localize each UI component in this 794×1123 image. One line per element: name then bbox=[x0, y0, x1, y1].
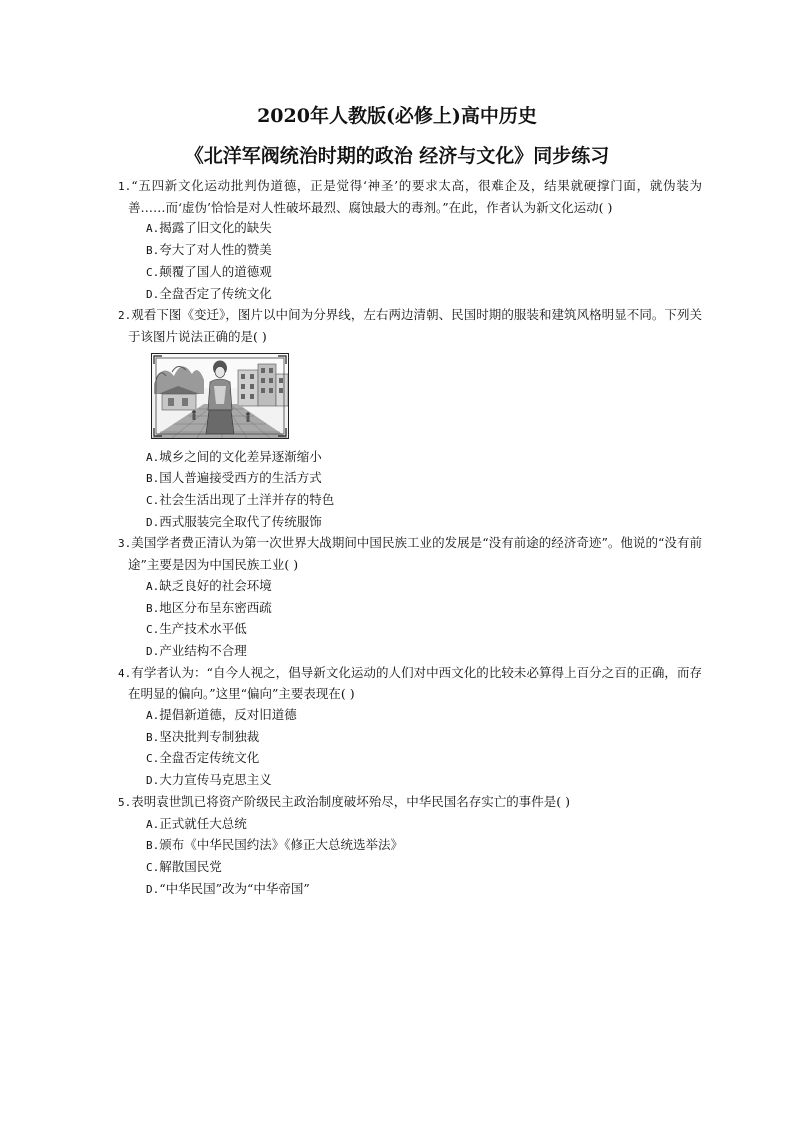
question-2 bbox=[118, 305, 702, 533]
option-b: B.坚决批判专制独裁 bbox=[146, 728, 260, 744]
question-4 bbox=[118, 663, 702, 792]
question-number: 4. bbox=[118, 666, 132, 680]
option-d: D.西式服装完全取代了传统服饰 bbox=[146, 513, 322, 529]
option-a: A.正式就任大总统 bbox=[146, 815, 247, 831]
option-a: A.缺乏良好的社会环境 bbox=[146, 577, 272, 593]
option-d: D.全盘否定了传统文化 bbox=[146, 285, 272, 301]
option-c: C.全盘否定传统文化 bbox=[146, 750, 260, 766]
option-d: D.“中华民国”改为“中华帝国” bbox=[146, 880, 310, 896]
document-title: 2020年人教版(必修上)高中历史 bbox=[257, 105, 537, 127]
option-c: C.社会生活出现了土洋并存的特色 bbox=[146, 492, 335, 508]
option-c: C.解散国民党 bbox=[146, 858, 222, 874]
question-1 bbox=[118, 176, 702, 305]
question-number: 1. bbox=[118, 180, 132, 193]
option-a: A.提倡新道德，反对旧道德 bbox=[146, 707, 297, 723]
question-number: 5. bbox=[118, 795, 132, 809]
question-stem: 表明袁世凯已将资产阶级民主政治制度破坏殆尽，中华民国名存实亡的事件是( ) bbox=[131, 793, 570, 809]
document-subtitle: 《北洋军阀统治时期的政治 经济与文化》同步练习 bbox=[184, 145, 610, 167]
question-number: 3. bbox=[118, 537, 132, 551]
option-a: A.揭露了旧文化的缺失 bbox=[146, 220, 272, 236]
illustration-bianqian bbox=[151, 353, 289, 439]
option-b: B.地区分布呈东密西疏 bbox=[146, 599, 272, 615]
option-c: C.生产技术水平低 bbox=[146, 621, 247, 637]
option-c: C.颠覆了国人的道德观 bbox=[146, 263, 272, 279]
option-a: A.城乡之间的文化差异逐渐缩小 bbox=[146, 448, 322, 464]
question-stem: 观看下图《变迁》，图片以中间为分界线，左右两边清朝、民国时期的服装和建筑风格明显不同。下列关于该图片说法正确的是( ) bbox=[128, 307, 702, 344]
question-stem: 有学者认为：“自今人视之，倡导新文化运动的人们对中西文化的比较未必算得上百分之百的正确，而存在明显的偏向。”这里“偏向”主要表现在( ) bbox=[128, 664, 702, 702]
question-number: 2. bbox=[118, 309, 132, 323]
option-b: B.夸大了对人性的赞美 bbox=[146, 242, 272, 258]
option-d: D.产业结构不合理 bbox=[146, 642, 247, 658]
question-5 bbox=[118, 792, 702, 901]
question-list bbox=[118, 176, 702, 900]
illustration-drawing bbox=[152, 354, 288, 438]
option-b: B.国人普遍接受西方的生活方式 bbox=[146, 470, 322, 486]
option-d: D.大力宣传马克思主义 bbox=[146, 772, 272, 788]
question-3 bbox=[118, 533, 702, 662]
question-stem: “五四新文化运动批判伪道德，正是觉得‘神圣’的要求太高，很难企及，结果就硬撑门面，就伪装为善……而‘虚伪’恰恰是对人性破坏最烈、腐蚀最大的毒剂。”在此，作者认为新文化运动( ) bbox=[128, 178, 702, 215]
option-b: B.颁布《中华民国约法》《修正大总统选举法》 bbox=[146, 837, 404, 853]
question-stem: 美国学者费正清认为第一次世界大战期间中国民族工业的发展是“没有前途的经济奇迹”。他说的“没有前途”主要是因为中国民族工业( ) bbox=[128, 535, 702, 573]
